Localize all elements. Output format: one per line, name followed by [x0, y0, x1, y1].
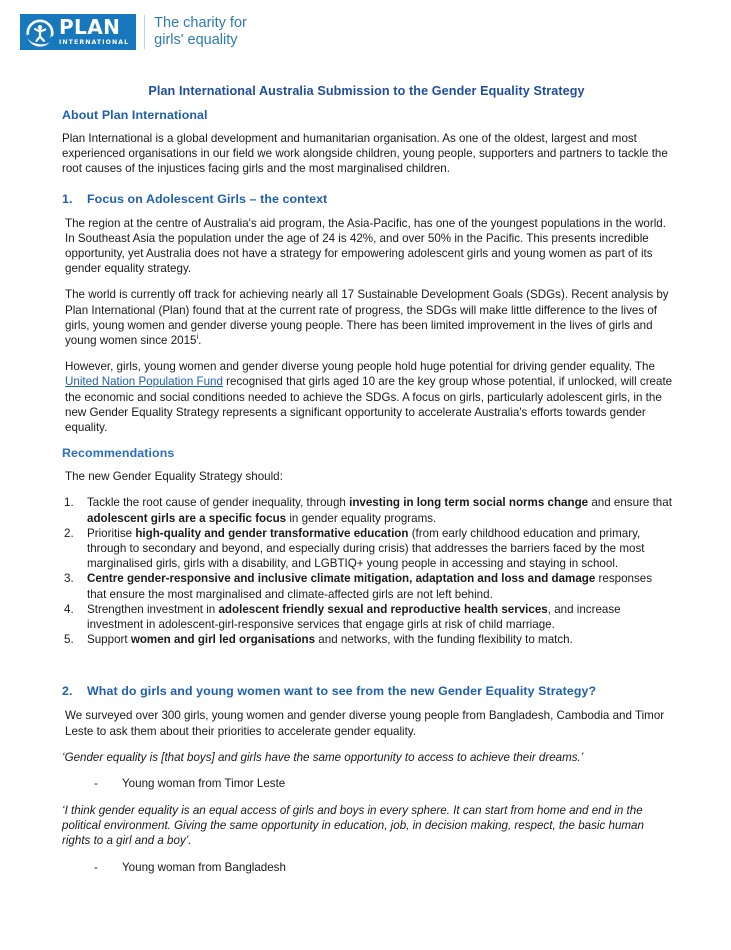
attribution-timor-leste	[62, 776, 673, 791]
recommendation-item	[62, 632, 673, 647]
recommendation-run: and ensure that	[588, 496, 672, 510]
logo-international-text: INTERNATIONAL	[59, 39, 130, 46]
recommendation-emphasis: investing in long term social norms change	[349, 496, 589, 510]
document-body	[62, 108, 673, 886]
section-2-paragraph: We surveyed over 300 girls, young women and gender diverse young people from Bangladesh, Cambodia and Timor Leste to ask them about their priorities to accelerate gender equality.	[65, 709, 665, 738]
attribution-text: Young woman from Bangladesh	[122, 860, 286, 874]
recommendation-marker: 3.	[64, 572, 74, 586]
unfpa-link[interactable]: United Nation Population Fund	[65, 375, 223, 389]
recommendation-text	[87, 526, 673, 572]
recommendation-marker: 4.	[64, 602, 74, 616]
quote-bangladesh: ‘I think gender equality is an equal access of girls and boys in every sphere. It can start from home and end in the political environment. Giving the same opportunity in education, job, in decision making, respect, the basic human rights to a girl and a boy’.	[62, 803, 644, 848]
recommendation-item	[62, 495, 673, 525]
section-1-heading	[62, 192, 673, 206]
logo-wordmark	[59, 15, 130, 47]
plan-international-logo	[20, 14, 136, 50]
recommendations-lead: The new Gender Equality Strategy should:	[65, 470, 283, 484]
recommendation-text	[87, 571, 673, 601]
recommendation-text	[87, 632, 673, 647]
recommendation-emphasis: high-quality and gender transformative education	[135, 526, 409, 540]
recommendation-text	[87, 495, 673, 525]
recommendation-run: Tackle the root cause of gender inequality, through	[87, 496, 350, 510]
section-1-paragraph-2-tail: .	[198, 334, 202, 348]
recommendation-marker: 1.	[64, 496, 74, 510]
child-in-circle-icon	[26, 19, 54, 47]
page-header	[20, 14, 247, 50]
tagline-line-1: The charity for	[154, 15, 247, 31]
attribution-dash: -	[94, 860, 98, 874]
section-1-paragraph-3	[65, 359, 673, 435]
attribution-text: Young woman from Timor Leste	[122, 777, 286, 791]
recommendation-run: and networks, with the funding flexibility to match.	[315, 633, 573, 647]
recommendation-text	[87, 602, 673, 632]
footnote-marker: i	[196, 332, 199, 342]
about-paragraph: Plan International is a global development and humanitarian organisation. As one of the oldest, largest and most experienced organisations in our field we work alongside children, young people, supporters and partners to tackle the root causes of the injustices facing girls and the most marginalised children.	[62, 132, 668, 176]
attribution-bangladesh	[62, 860, 673, 875]
about-heading: About Plan International	[62, 108, 208, 122]
section-spacer	[62, 647, 673, 669]
section-1-paragraph-3-pre: However, girls, young women and gender diverse young people hold huge potential for driving gender equality. The	[65, 360, 655, 374]
section-1-number: 1.	[62, 191, 73, 206]
attribution-dash: -	[94, 777, 98, 791]
section-1-heading-text: Focus on Adolescent Girls – the context	[87, 191, 328, 206]
section-1-paragraph-1: The region at the centre of Australia's aid program, the Asia-Pacific, has one of the youngest populations in the world. In Southeast Asia the population under the age of 24 is 42%, and over 50% in the Pacific. This presents incredible opportunity, yet Australia does not have a strategy for empowering adolescent girls and young women as part of its gender equality strategy.	[65, 216, 666, 276]
recommendation-emphasis: women and girl led organisations	[130, 633, 316, 647]
recommendation-run: responses that ensure the most marginalised and climate-affected girls are not left behind.	[87, 572, 653, 601]
recommendation-run: Support	[87, 633, 131, 647]
recommendation-emphasis: adolescent girls are a specific focus	[87, 511, 287, 525]
document-title: Plan International Australia Submission to the Gender Equality Strategy	[148, 84, 585, 98]
section-2-heading-text: What do girls and young women want to see from the new Gender Equality Strategy?	[87, 684, 597, 699]
recommendation-emphasis: adolescent friendly sexual and reproductive health services	[218, 602, 548, 616]
recommendation-marker: 5.	[64, 633, 74, 647]
section-2-heading	[62, 684, 673, 698]
recommendation-run: Strengthen investment in	[87, 602, 219, 616]
recommendations-heading: Recommendations	[62, 446, 175, 461]
brand-tagline	[154, 15, 247, 49]
recommendation-run: Prioritise	[87, 526, 136, 540]
recommendations-list	[62, 495, 673, 647]
recommendation-item	[62, 526, 673, 572]
recommendation-run: in gender equality programs.	[286, 511, 437, 525]
recommendation-item	[62, 571, 673, 601]
tagline-line-2: girls' equality	[154, 32, 238, 48]
recommendation-run: , and increase investment in adolescent-girl-responsive services that engage girls at risk of child marriage.	[87, 602, 621, 632]
recommendation-marker: 2.	[64, 526, 74, 540]
recommendation-emphasis: Centre gender-responsive and inclusive climate mitigation, adaptation and loss and damage	[87, 572, 596, 586]
section-2-number: 2.	[62, 684, 73, 699]
section-1-paragraph-2	[65, 287, 673, 348]
recommendation-item	[62, 602, 673, 632]
quote-timor-leste: ‘Gender equality is [that boys] and girls have the same opportunity to access to achieve their dreams.’	[62, 750, 584, 764]
logo-divider	[144, 15, 145, 49]
logo-plan-text: PLAN	[59, 15, 121, 39]
section-1-paragraph-2-text: The world is currently off track for achieving nearly all 17 Sustainable Development Goals (SDGs). Recent analysis by Plan International (Plan) found that at the current rate of progress, the SDGs will make little difference to the lives of girls, young women and gender diverse young people. There has been limited improvement in the lives of girls and young women since 2015	[65, 288, 669, 348]
recommendation-run: (from early childhood education and primary, through to secondary and beyond, and especially during crisis) that addresses the barriers faced by the most marginalised girls, girls with a disability, and LGBTIQ+ young people in accessing and staying in school.	[87, 526, 645, 571]
section-1-paragraph-3-post: recognised that girls aged 10 are the key group whose potential, if unlocked, will create the economic and social conditions needed to achieve the SDGs. A focus on girls, particularly adolescent girls, in the new Gender Equality Strategy represents a significant opportunity to accelerate Australia's efforts towards gender equality.	[65, 375, 673, 435]
